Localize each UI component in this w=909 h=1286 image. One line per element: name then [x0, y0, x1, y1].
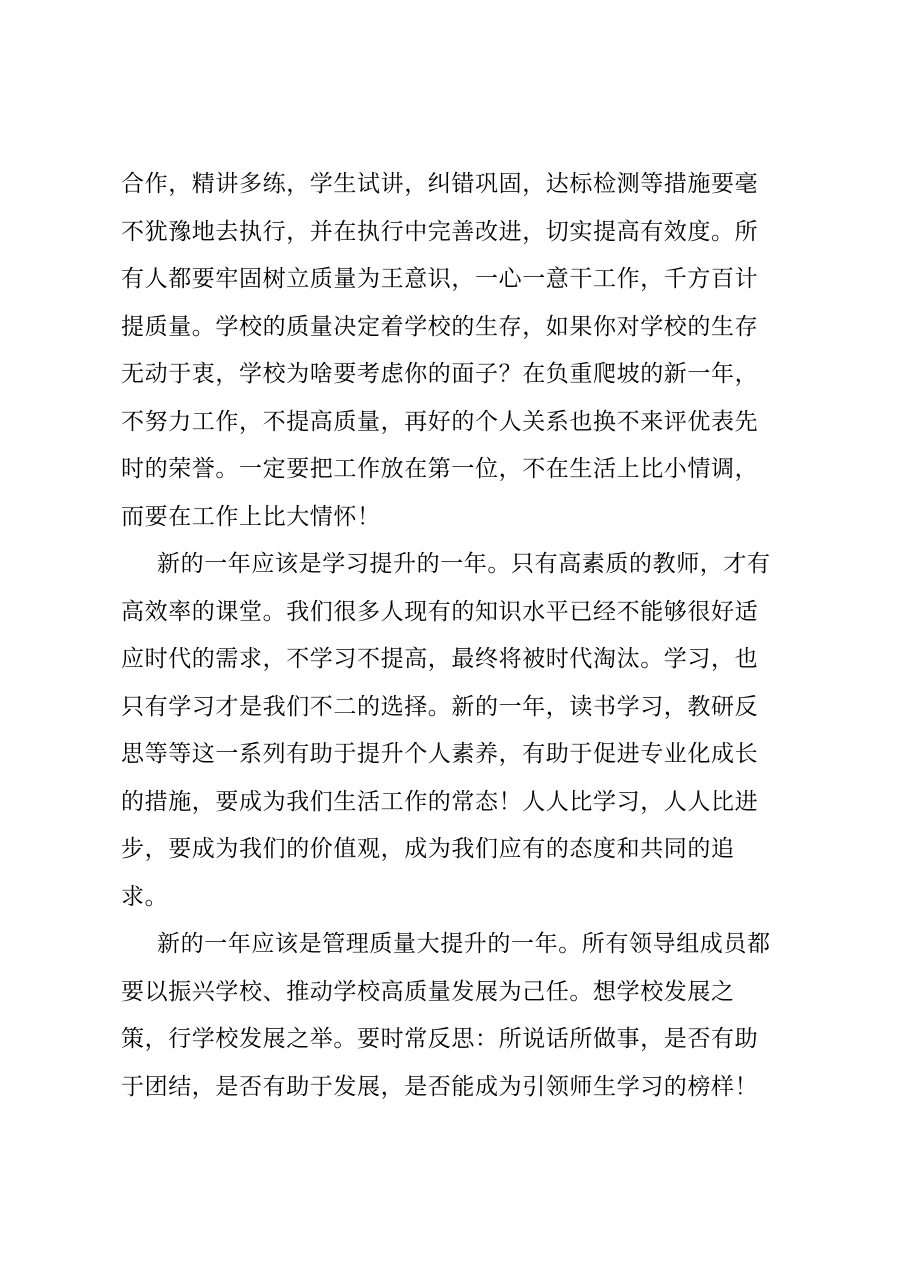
text-line: 而要在工作上比大情怀！ — [121, 503, 381, 530]
text-line: 新的一年应该是管理质量大提升的一年。所有领导组成员都 — [157, 931, 771, 957]
text-line: 合作，精讲多练，学生试讲，纠错巩固，达标检测等措施要毫 — [121, 171, 759, 197]
text-line: 于团结，是否有助于发展，是否能成为引领师生学习的榜样！ — [121, 1073, 759, 1100]
text-line: 新的一年应该是学习提升的一年。只有高素质的教师，才有 — [157, 551, 771, 577]
text-line: 要以振兴学校、推动学校高质量发展为己任。想学校发展之 — [121, 978, 735, 1005]
text-line: 提质量。学校的质量决定着学校的生存，如果你对学校的生存 — [121, 313, 759, 340]
paragraph-quality-work — [121, 164, 803, 544]
text-line: 不努力工作，不提高质量，再好的个人关系也换不来评优表先 — [121, 408, 759, 435]
text-line: 思等等这一系列有助于提升个人素养，有助于促进专业化成长 — [121, 741, 759, 767]
paragraph-management-quality — [121, 924, 803, 1114]
text-line: 只有学习才是我们不二的选择。新的一年，读书学习，教研反 — [121, 693, 759, 720]
text-line: 求。 — [121, 883, 169, 910]
text-line: 不犹豫地去执行，并在执行中完善改进，切实提高有效度。所 — [121, 218, 759, 245]
text-line: 高效率的课堂。我们很多人现有的知识水平已经不能够很好适 — [121, 598, 759, 625]
text-line: 应时代的需求，不学习不提高，最终将被时代淘汰。学习，也 — [121, 646, 759, 672]
text-line: 的措施，要成为我们生活工作的常态！人人比学习，人人比进 — [121, 788, 759, 815]
text-line: 策，行学校发展之举。要时常反思：所说话所做事，是否有助 — [121, 1026, 759, 1052]
text-line: 步，要成为我们的价值观，成为我们应有的态度和共同的追 — [121, 836, 735, 862]
body-text — [121, 164, 803, 1114]
text-line: 时的荣誉。一定要把工作放在第一位，不在生活上比小情调， — [121, 456, 759, 482]
text-line: 有人都要牢固树立质量为王意识，一心一意干工作，千方百计 — [121, 266, 759, 292]
paragraph-learning-improvement — [121, 544, 803, 924]
text-line: 无动于衷，学校为啥要考虑你的面子？在负重爬坡的新一年， — [121, 361, 759, 387]
